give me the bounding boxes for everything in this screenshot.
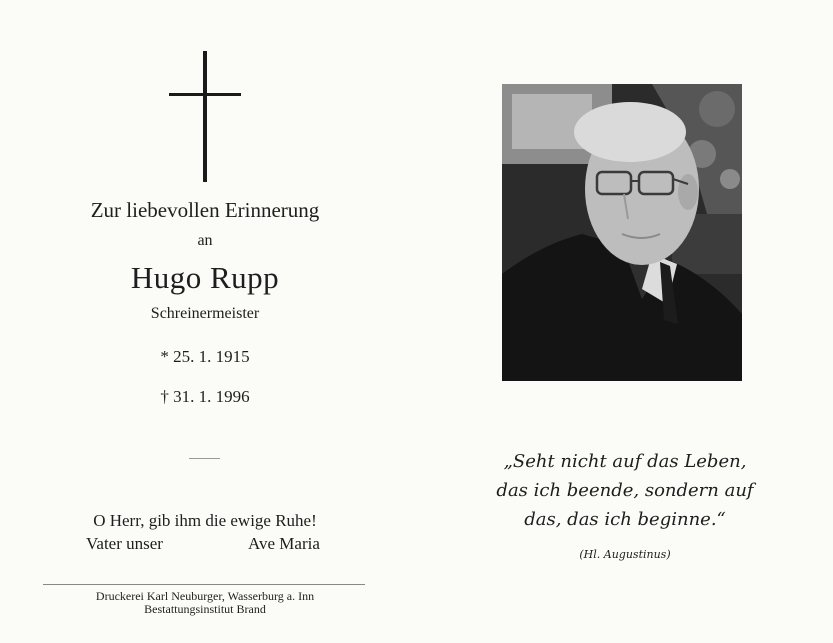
- divider: [189, 458, 220, 459]
- birth-date: * 25. 1. 1915: [160, 347, 250, 366]
- occupation: Schreinermeister: [150, 305, 260, 322]
- footer-divider: [43, 584, 365, 585]
- memorial-heading: Zur liebevollen Erinnerung: [90, 198, 320, 222]
- funeral-home-credit: Bestattungsinstitut Brand: [144, 602, 266, 616]
- cross-icon: [203, 51, 207, 182]
- death-date: † 31. 1. 1996: [160, 387, 250, 406]
- connector-text: an: [197, 232, 213, 249]
- deceased-name: Hugo Rupp: [130, 260, 280, 295]
- quote-source: (Hl. Augustinus): [579, 548, 671, 561]
- prayer-line: O Herr, gib ihm die ewige Ruhe!: [93, 511, 317, 530]
- portrait-photo: [502, 84, 742, 381]
- prayer-vater-unser: Vater unser: [86, 534, 163, 553]
- quote-line-3: das, das ich beginne.“: [524, 509, 726, 530]
- printer-credit: Druckerei Karl Neuburger, Wasserburg a. Inn: [95, 589, 315, 603]
- quote-line-1: „Seht nicht auf das Leben,: [503, 451, 747, 472]
- quote-line-2: das ich beende, sondern auf: [496, 480, 754, 501]
- cross-icon-bar: [169, 93, 241, 96]
- prayer-ave-maria: Ave Maria: [248, 534, 320, 553]
